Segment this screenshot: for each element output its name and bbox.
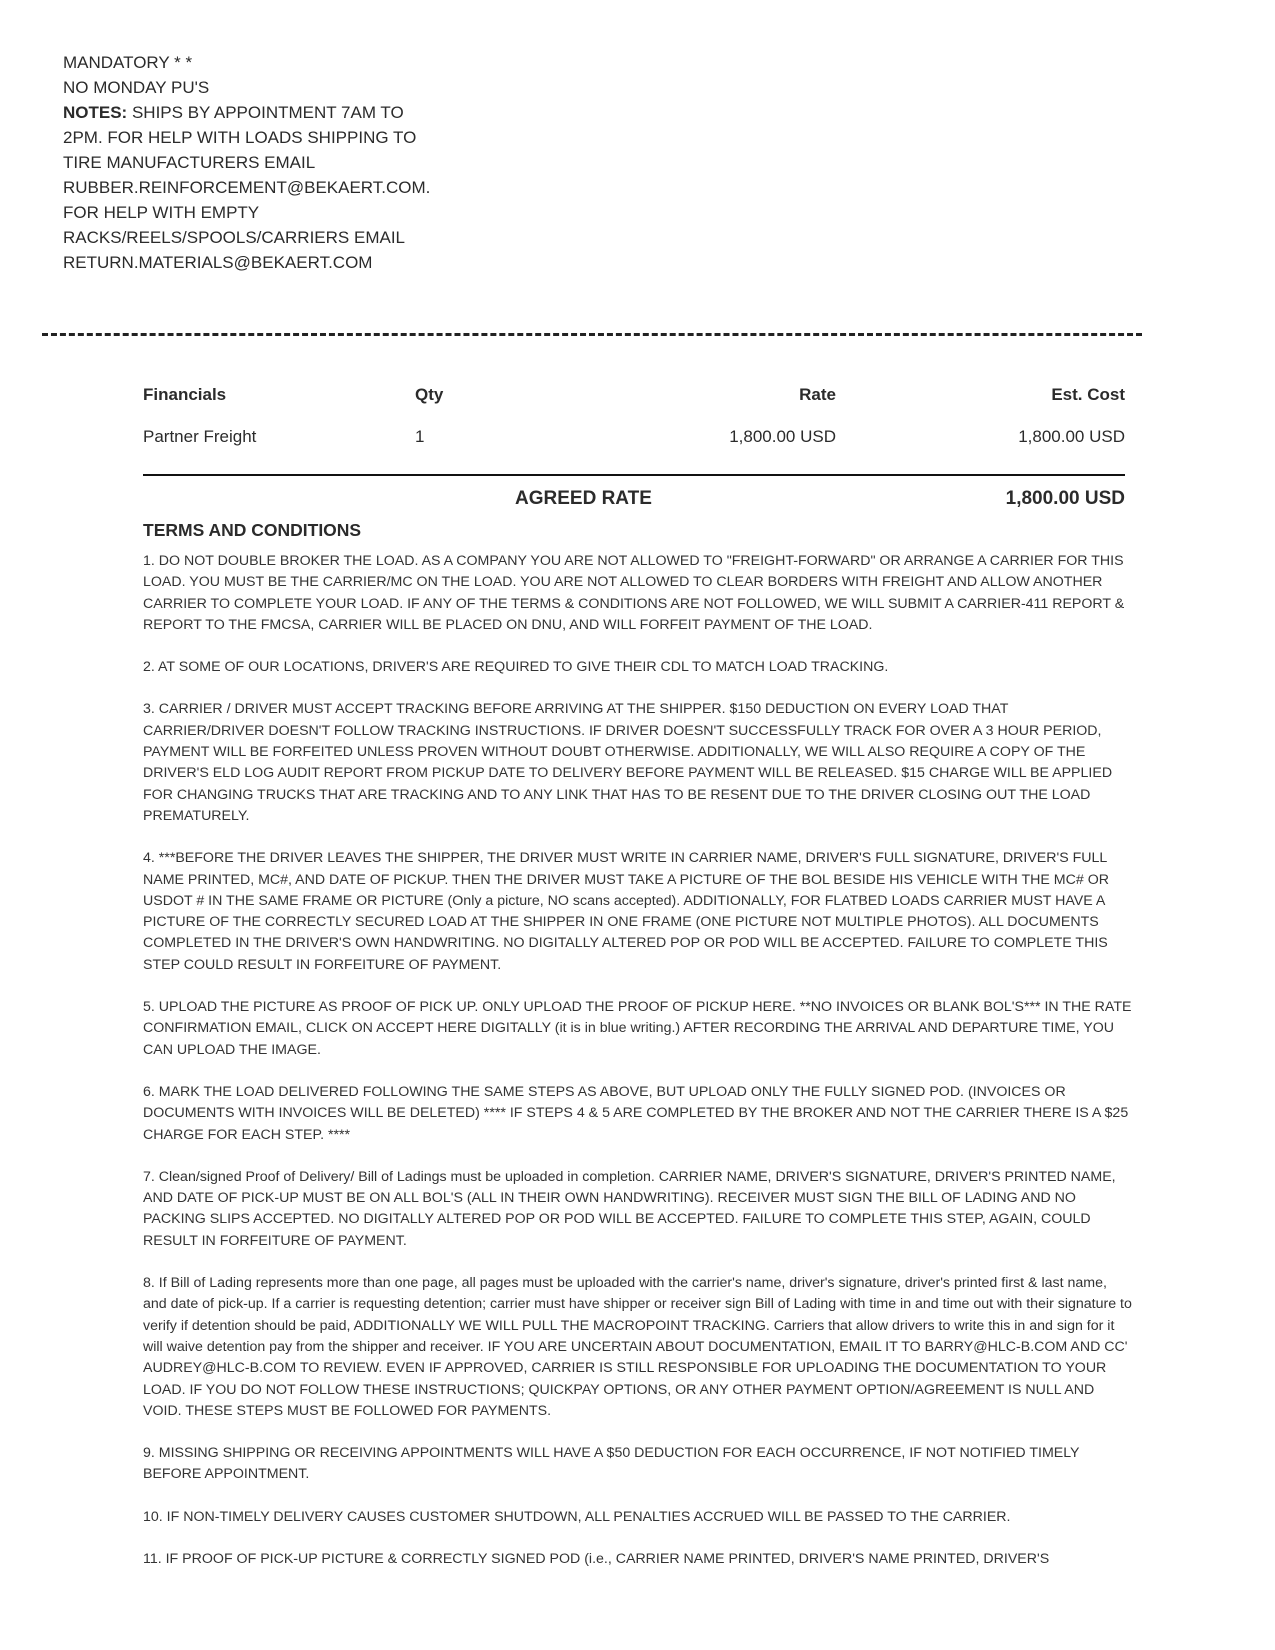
dashed-divider [42,333,1142,336]
financials-header-row [143,385,1125,427]
notes-line-1 [63,100,483,125]
header-est-cost: Est. Cost [1051,385,1125,404]
term-item: 7. Clean/signed Proof of Delivery/ Bill of Ladings must be uploaded in completion. CARRIER NAME, DRIVER'S SIGNATURE, DRIVER'S PRINTED NAME, AND DATE OF PICK-UP MUST BE ON ALL BOL'S (ALL IN THEIR OWN HANDWRITING). RECEIVER MUST SIGN THE BILL OF LADING AND NO PACKING SLIPS ACCEPTED. NO DIGITALLY ALTERED POP OR POD WILL BE ACCEPTED. FAILURE TO COMPLETE THIS STEP, AGAIN, COULD RESULT IN FORFEITURE OF PAYMENT. [143,1168,1116,1249]
term-item: 9. MISSING SHIPPING OR RECEIVING APPOINTMENTS WILL HAVE A $50 DEDUCTION FOR EACH OCCURRENCE, IF NOT NOTIFIED TIMELY BEFORE APPOINTMENT. [143,1445,1080,1483]
item-name: Partner Freight [143,427,257,446]
term-item: 11. IF PROOF OF PICK-UP PICTURE & CORRECTLY SIGNED POD (i.e., CARRIER NAME PRINTED, DRIVER'S NAME PRINTED, DRIVER'S [143,1550,1050,1567]
notes-line-5: FOR HELP WITH EMPTY [63,203,260,222]
item-qty: 1 [415,427,425,446]
notes-text: SHIPS BY APPOINTMENT 7AM TO [127,103,404,122]
notes-line-2: 2PM. FOR HELP WITH LOADS SHIPPING TO [63,128,417,147]
notes-label: NOTES: [63,103,128,122]
table-row [143,427,1125,469]
item-est-cost: 1,800.00 USD [1018,427,1125,446]
item-rate: 1,800.00 USD [729,427,836,446]
notes-line-6: RACKS/REELS/SPOOLS/CARRIERS EMAIL [63,228,405,247]
financials-table [143,385,1125,528]
terms-section [143,520,1133,1591]
header-financials: Financials [143,385,227,404]
notes-line-3: TIRE MANUFACTURERS EMAIL [63,153,316,172]
term-item: 10. IF NON-TIMELY DELIVERY CAUSES CUSTOMER SHUTDOWN, ALL PENALTIES ACCRUED WILL BE PASSED TO THE CARRIER. [143,1508,1011,1525]
mandatory-line: MANDATORY * * [63,53,193,72]
total-rule [143,474,1125,476]
term-item: 2. AT SOME OF OUR LOCATIONS, DRIVER'S ARE REQUIRED TO GIVE THEIR CDL TO MATCH LOAD TRACKING. [143,659,889,676]
notes-line-4: RUBBER.REINFORCEMENT@BEKAERT.COM. [63,178,431,197]
notes-line-7: RETURN.MATERIALS@BEKAERT.COM [63,253,373,272]
shipper-notes [63,50,483,275]
no-monday-line: NO MONDAY PU'S [63,78,210,97]
header-qty: Qty [415,385,444,404]
term-item: 6. MARK THE LOAD DELIVERED FOLLOWING THE SAME STEPS AS ABOVE, BUT UPLOAD ONLY THE FULLY SIGNED POD. (INVOICES OR DOCUMENTS WITH INVOICES WILL BE DELETED) **** IF STEPS 4 & 5 ARE COMPLETED BY THE BROKER AND NOT THE CARRIER THERE IS A $25 CHARGE FOR EACH STEP. **** [143,1083,1129,1143]
term-item: 1. DO NOT DOUBLE BROKER THE LOAD. AS A COMPANY YOU ARE NOT ALLOWED TO "FREIGHT-FORWARD" OR ARRANGE A CARRIER FOR THIS LOAD. YOU MUST BE THE CARRIER/MC ON THE LOAD. YOU ARE NOT ALLOWED TO CLEAR BORDERS WITH FREIGHT AND ALLOW ANOTHER CARRIER TO COMPLETE YOUR LOAD. IF ANY OF THE TERMS & CONDITIONS ARE NOT FOLLOWED, WE WILL SUBMIT A CARRIER-411 REPORT & REPORT TO THE FMCSA, CARRIER WILL BE PLACED ON DNU, AND WILL FORFEIT PAYMENT OF THE LOAD. [143,553,1125,633]
agreed-rate-label: AGREED RATE [515,488,652,509]
term-item: 3. CARRIER / DRIVER MUST ACCEPT TRACKING BEFORE ARRIVING AT THE SHIPPER. $150 DEDUCTION ON EVERY LOAD THAT CARRIER/DRIVER DOESN'T FOLLOW TRACKING INSTRUCTIONS. IF DRIVER DOESN'T SUCCESSFULLY TRACK FOR OVER A 3 HOUR PERIOD, PAYMENT WILL BE FORFEITED UNLESS PROVEN WITHOUT DOUBT OTHERWISE. ADDITIONALLY, WE WILL ALSO REQUIRE A COPY OF THE DRIVER'S ELD LOG AUDIT REPORT FROM PICKUP DATE TO DELIVERY BEFORE PAYMENT WILL BE RELEASED. $15 CHARGE WILL BE APPLIED FOR CHANGING TRUCKS THAT ARE TRACKING AND TO ANY LINK THAT HAS TO BE RESENT DUE TO THE DRIVER CLOSING OUT THE LOAD PREMATURELY. [143,701,1113,824]
term-item: 8. If Bill of Lading represents more than one page, all pages must be uploaded with the carrier's name, driver's signature, driver's printed first & last name, and date of pick-up. If a carrier is requesting detention; carrier must have shipper or receiver sign Bill of Lading with time in and time out with their signature to verify if detention should be paid, ADDITIONALLY WE WILL PULL THE MACROPOINT TRACKING. Carriers that allow drivers to write this in and sign for it will waive detention pay from the shipper and receiver. IF YOU ARE UNCERTAIN ABOUT DOCUMENTATION, EMAIL IT TO BARRY@HLC-B.COM AND CC' AUDREY@HLC-B.COM TO REVIEW. EVEN IF APPROVED, CARRIER IS STILL RESPONSIBLE FOR UPLOADING THE DOCUMENTATION TO YOUR LOAD. IF YOU DO NOT FOLLOW THESE INSTRUCTIONS; QUICKPAY OPTIONS, OR ANY OTHER PAYMENT OPTION/AGREEMENT IS NULL AND VOID. THESE STEPS MUST BE FOLLOWED FOR PAYMENTS. [143,1275,1132,1419]
header-rate: Rate [799,385,836,404]
term-item: 5. UPLOAD THE PICTURE AS PROOF OF PICK UP. ONLY UPLOAD THE PROOF OF PICKUP HERE. **NO INVOICES OR BLANK BOL'S*** IN THE RATE CONFIRMATION EMAIL, CLICK ON ACCEPT HERE DIGITALLY (it is in blue writing.) AFTER RECORDING THE ARRIVAL AND DEPARTURE TIME, YOU CAN UPLOAD THE IMAGE. [143,999,1132,1058]
terms-title: TERMS AND CONDITIONS [143,520,362,540]
term-item: 4. ***BEFORE THE DRIVER LEAVES THE SHIPPER, THE DRIVER MUST WRITE IN CARRIER NAME, DRIVER'S FULL SIGNATURE, DRIVER'S FULL NAME PRINTED, MC#, AND DATE OF PICKUP. THEN THE DRIVER MUST TAKE A PICTURE OF THE BOL BESIDE HIS VEHICLE WITH THE MC# OR USDOT # IN THE SAME FRAME OR PICTURE (Only a picture, NO scans accepted). ADDITIONALLY, FOR FLATBED LOADS CARRIER MUST HAVE A PICTURE OF THE CORRECTLY SECURED LOAD AT THE SHIPPER IN ONE FRAME (ONE PICTURE NOT MULTIPLE PHOTOS). ALL DOCUMENTS COMPLETED IN THE DRIVER'S OWN HANDWRITING. NO DIGITALLY ALTERED POP OR POD WILL BE ACCEPTED. FAILURE TO COMPLETE THIS STEP COULD RESULT IN FORFEITURE OF PAYMENT. [143,850,1109,973]
agreed-rate-value: 1,800.00 USD [1005,488,1125,509]
